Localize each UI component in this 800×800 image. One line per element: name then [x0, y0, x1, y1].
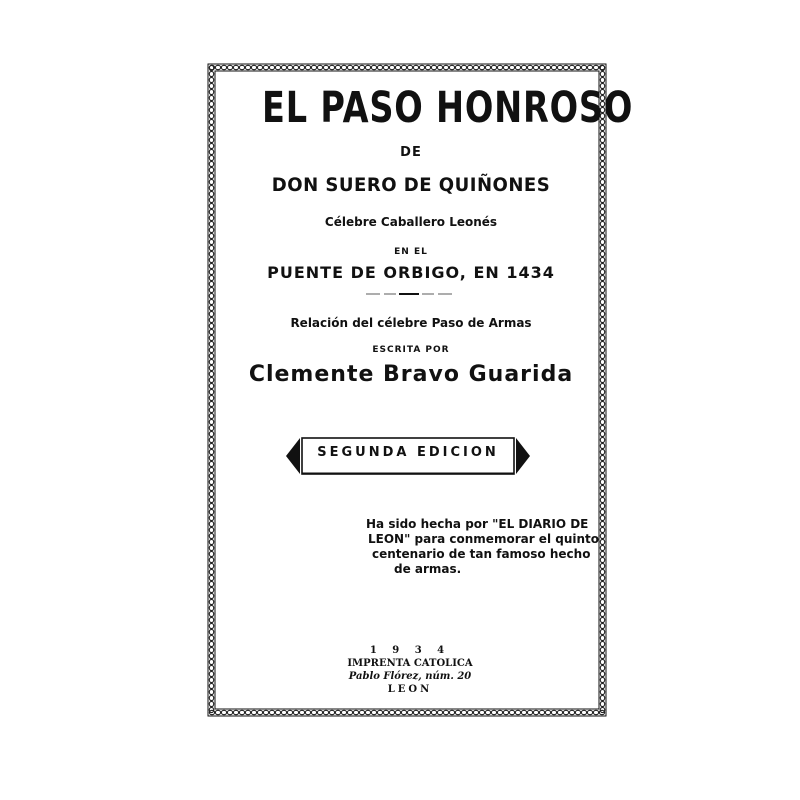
edition-note-line: LEON" para conmemorar el quinto — [368, 532, 599, 546]
description: Relación del célebre Paso de Armas — [290, 316, 532, 330]
author-label: ESCRITA POR — [372, 345, 450, 355]
edition-label: SEGUNDA EDICION — [317, 445, 499, 460]
imprint-printer: IMPRENTA CATOLICA — [347, 658, 473, 669]
book-title: EL PASO HONROSO — [262, 83, 634, 133]
location-connector: EN EL — [394, 247, 428, 257]
place-date: PUENTE DE ORBIGO, EN 1434 — [267, 263, 555, 282]
edition-note-line: de armas. — [394, 562, 462, 576]
edition-note-line: centenario de tan famoso hecho — [372, 547, 591, 561]
subject-note: Célebre Caballero Leonés — [324, 215, 498, 229]
subject-name: DON SUERO DE QUIÑONES — [271, 174, 551, 196]
author-name: Clemente Bravo Guarida — [248, 362, 574, 387]
edition-note — [366, 517, 599, 577]
edition-note-line: Ha sido hecha por "EL DIARIO DE — [366, 517, 589, 531]
imprint-city: LEON — [387, 684, 433, 695]
imprint-address: Pablo Flórez, núm. 20 — [348, 671, 472, 682]
ornamental-separator — [366, 293, 452, 295]
imprint — [320, 644, 500, 696]
title-connector: DE — [400, 145, 422, 160]
imprint-year: 1 9 3 4 — [369, 645, 451, 656]
